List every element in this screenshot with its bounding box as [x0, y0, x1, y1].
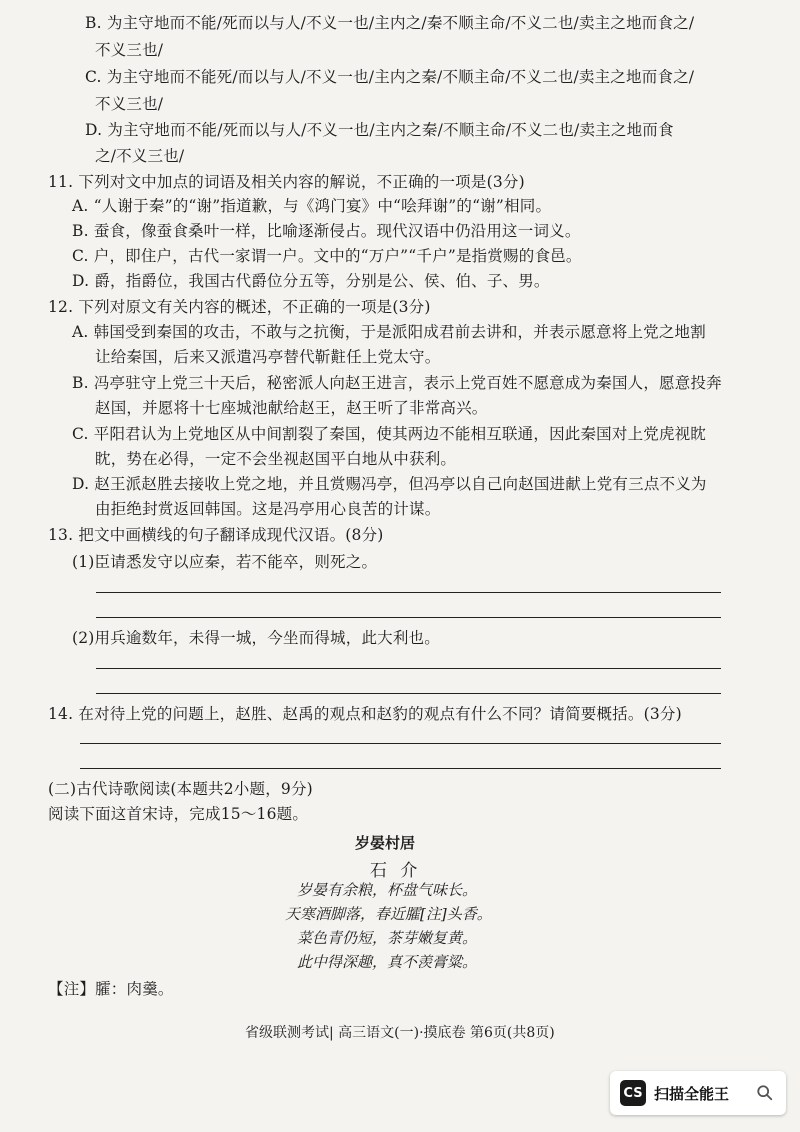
text-line: (1)臣请悉发守以应秦，若不能卒，则死之。	[72, 553, 378, 571]
camscanner-logo: CS	[620, 1080, 646, 1106]
text-line: (2)用兵逾数年，未得一城，今坐而得城，此大利也。	[72, 629, 440, 647]
answer-line	[96, 592, 721, 593]
poem-author: 石 介	[370, 861, 422, 881]
text-line: 让给秦国，后来又派遣冯亭替代靳黈任上党太守。	[95, 348, 441, 366]
text-line: 之/不义三也/	[95, 147, 185, 165]
brand-name: 扫描全能王	[654, 1084, 730, 1103]
text-line: D. 爵，指爵位，我国古代爵位分五等，分别是公、侯、伯、子、男。	[72, 272, 550, 290]
text-line: B. 冯亭驻守上党三十天后，秘密派人向赵王进言，表示上党百姓不愿意成为秦国人，愿意投奔	[72, 374, 722, 392]
text-line: 13. 把文中画横线的句子翻译成现代汉语。(8分)	[48, 526, 384, 544]
text-line: B. 蚕食，像蚕食桑叶一样，比喻逐渐侵占。现代汉语中仍沿用这一词义。	[72, 222, 581, 240]
text-line: B. 为主守地而不能/死而以与人/不义一也/主内之/秦不顺主命/不义二也/卖主之地而食之/	[85, 14, 695, 32]
poem-title: 岁晏村居	[355, 834, 416, 852]
answer-line	[96, 617, 721, 618]
text-line: 不义三也/	[95, 41, 164, 59]
answer-line	[96, 668, 721, 669]
poem-verse: 岁晏有余粮，杯盘气味长。	[297, 881, 478, 899]
poem-verse: 天寒酒脚落，春近臛[注]头香。	[285, 905, 492, 923]
text-line: 不义三也/	[95, 95, 164, 113]
text-line: A. “人谢于秦”的“谢”指道歉，与《鸿门宴》中“哙拜谢”的“谢”相同。	[72, 197, 552, 215]
answer-line	[80, 768, 721, 769]
poem-verse: 菜色青仍短，茶芽嫩复黄。	[297, 929, 478, 947]
poem-verse: 此中得深趣，真不羡膏粱。	[297, 953, 478, 971]
text-line: 阅读下面这首宋诗，完成15～16题。	[48, 805, 309, 823]
text-line: A. 韩国受到秦国的攻击，不敢与之抗衡，于是派阳成君前去讲和，并表示愿意将上党之地割	[72, 323, 706, 341]
page-footer: 省级联测考试| 高三语文(一)·摸底卷 第6页(共8页)	[245, 1025, 555, 1041]
text-line: 11. 下列对文中加点的词语及相关内容的解说，不正确的一项是(3分)	[48, 173, 525, 191]
text-line: 由拒绝封赏返回韩国。这是冯亭用心良苦的计谋。	[95, 500, 441, 518]
text-line: 眈，势在必得，一定不会坐视赵国平白地从中获利。	[95, 450, 457, 468]
text-line: 赵国，并愿将十七座城池献给赵王，赵王听了非常高兴。	[95, 399, 488, 417]
text-line: 14. 在对待上党的问题上，赵胜、赵禹的观点和赵豹的观点有什么不同？请简要概括。(3分)	[48, 705, 682, 723]
text-line: C. 为主守地而不能死/而以与人/不义一也/主内之秦/不顺主命/不义二也/卖主之地而食之/	[85, 68, 695, 86]
camscanner-watermark[interactable]	[610, 1071, 786, 1115]
text-line: C. 平阳君认为上党地区从中间割裂了秦国，使其两边不能相互联通，因此秦国对上党虎视眈	[72, 425, 707, 443]
text-line: 【注】臛：肉羹。	[48, 980, 174, 998]
text-line: D. 赵王派赵胜去接收上党之地，并且赏赐冯亭，但冯亭以自己向赵国进献上党有三点不义为	[72, 475, 707, 493]
text-line: (二)古代诗歌阅读(本题共2小题，9分)	[48, 780, 313, 798]
text-line: D. 为主守地而不能/死而以与人/不义一也/主内之秦/不顺主命/不义二也/卖主之地而食	[85, 121, 674, 139]
text-line: C. 户，即住户，古代一家谓一户。文中的“万户”“千户”是指赏赐的食邑。	[72, 247, 582, 265]
answer-line	[96, 693, 721, 694]
search-icon[interactable]	[756, 1084, 774, 1102]
text-line: 12. 下列对原文有关内容的概述，不正确的一项是(3分)	[48, 298, 431, 316]
answer-line	[80, 743, 721, 744]
